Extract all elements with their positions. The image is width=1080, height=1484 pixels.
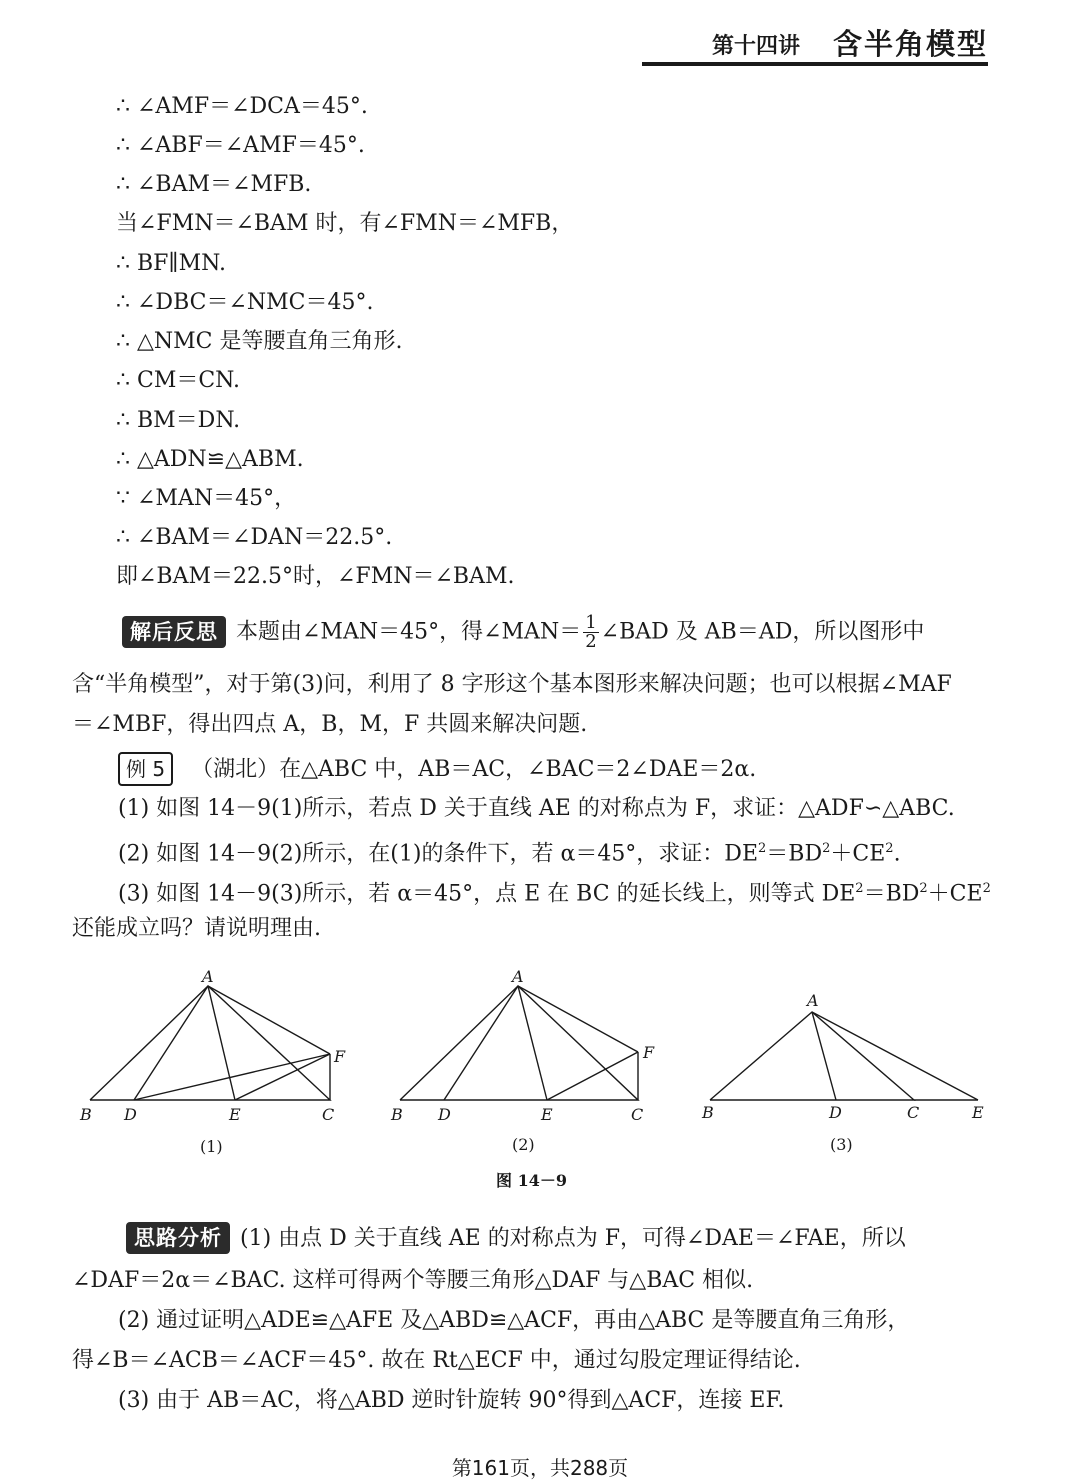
fig3-label-e: E xyxy=(972,1103,984,1122)
fig2-segment-ef xyxy=(547,1052,638,1100)
example-question-1: (1) 如图 14－9(1)所示，若点 D 关于直线 AE 的对称点为 F，求证：△ADF∽△ABC. xyxy=(118,796,955,821)
analysis-line-2: ∠DAF＝2α＝∠BAC. 这样可得两个等腰三角形△DAF 与△BAC 相似. xyxy=(72,1268,754,1293)
fig1-label-b: B xyxy=(80,1105,92,1124)
chapter-header xyxy=(642,14,988,66)
reflection-text: ∠BAD 及 AB＝AD，所以图形中 xyxy=(600,619,925,645)
superscript: 2 xyxy=(822,841,831,856)
analysis-label: 思路分析 xyxy=(126,1222,230,1254)
fig1-segment-ef xyxy=(235,1054,330,1100)
fig1-label-e: E xyxy=(229,1105,241,1124)
reflection-line-2: 含“半角模型”，对于第(3)问，利用了 8 字形这个基本图形来解决问题；也可以根据∠MAF xyxy=(72,672,952,697)
fig3-label-d: D xyxy=(829,1103,842,1122)
proof-line: ∴ ∠BAM＝∠MFB. xyxy=(116,172,312,197)
fraction-denominator: 2 xyxy=(585,631,597,652)
fig3-label-b: B xyxy=(702,1103,714,1122)
figure-14-9 xyxy=(0,968,1080,1198)
q2-text: (2) 如图 14－9(2)所示，在(1)的条件下，若 α＝45°，求证：DE xyxy=(118,841,759,867)
lecture-number: 第十四讲 xyxy=(711,34,800,59)
fig3-triangle-abc xyxy=(710,1012,914,1100)
fig2-segment-ae xyxy=(518,986,547,1100)
proof-line: ∴ ∠ABF＝∠AMF＝45°. xyxy=(116,133,365,158)
superscript: 2 xyxy=(855,881,864,896)
fig1-caption: (1) xyxy=(200,1137,223,1156)
example-question-2 xyxy=(118,834,901,869)
q3-text: ＋CE xyxy=(927,881,983,907)
fig3-caption: (3) xyxy=(830,1135,853,1154)
example-question-3 xyxy=(118,874,991,909)
fig2-label-f: F xyxy=(643,1043,655,1062)
chapter-title: 含半角模型 xyxy=(832,27,988,61)
reflection-text: 本题由∠MAN＝45°，得∠MAN＝ xyxy=(236,619,582,645)
reflection-label: 解后反思 xyxy=(122,616,226,648)
proof-line: ∴ ∠AMF＝∠DCA＝45°. xyxy=(116,94,368,119)
proof-line: ∴ BM＝DN. xyxy=(116,408,241,433)
fig2-triangle-abc xyxy=(400,986,638,1100)
fig2-label-d: D xyxy=(438,1105,451,1124)
fig1-segment-ae xyxy=(208,986,235,1100)
reflection-line-1 xyxy=(122,614,924,651)
proof-line: ∴ CM＝CN. xyxy=(116,368,241,393)
fraction-numerator: 1 xyxy=(585,612,597,633)
example-text: （湖北）在△ABC 中，AB＝AC，∠BAC＝2∠DAE＝2α. xyxy=(191,757,757,782)
proof-line: 当∠FMN＝∠BAM 时，有∠FMN＝∠MFB， xyxy=(116,211,574,236)
analysis-text: (1) 由点 D 关于直线 AE 的对称点为 F，可得∠DAE＝∠FAE，所以 xyxy=(240,1226,906,1251)
fig1-segment-df xyxy=(134,1054,330,1100)
fig2-label-e: E xyxy=(541,1105,553,1124)
example-label: 例 5 xyxy=(118,752,173,786)
q2-text: . xyxy=(893,841,901,867)
fig1-segment-ad xyxy=(134,986,208,1100)
proof-line: ∴ ∠DBC＝∠NMC＝45°. xyxy=(116,290,374,315)
fig1-label-a: A xyxy=(202,968,214,986)
fig1-label-d: D xyxy=(124,1105,137,1124)
fig2-label-b: B xyxy=(391,1105,403,1124)
fig1-triangle-abc xyxy=(90,986,330,1100)
proof-line: ∴ △NMC 是等腰直角三角形. xyxy=(116,329,403,354)
proof-line: 即∠BAM＝22.5°时，∠FMN＝∠BAM. xyxy=(116,564,515,589)
proof-line: ∵ ∠MAN＝45°， xyxy=(116,486,297,511)
fig2-segment-ad xyxy=(444,986,518,1100)
q2-text: ＝BD xyxy=(766,841,823,867)
page-footer: 第161页，共288页 xyxy=(451,1456,629,1480)
q2-text: ＋CE xyxy=(830,841,886,867)
reflection-line-3: ＝∠MBF，得出四点 A，B，M，F 共圆来解决问题. xyxy=(72,712,588,737)
fig3-label-a: A xyxy=(807,991,819,1010)
q3-text: (3) 如图 14－9(3)所示，若 α＝45°，点 E 在 BC 的延长线上，则等式 DE xyxy=(118,881,856,907)
superscript: 2 xyxy=(885,841,894,856)
fig2-caption: (2) xyxy=(512,1135,535,1154)
proof-line: ∴ ∠BAM＝∠DAN＝22.5°. xyxy=(116,525,393,550)
superscript: 2 xyxy=(758,841,767,856)
superscript: 2 xyxy=(919,881,928,896)
fig2-label-a: A xyxy=(512,968,524,986)
analysis-line-4: 得∠B＝∠ACB＝∠ACF＝45°. 故在 Rt△ECF 中，通过勾股定理证得结论. xyxy=(72,1348,801,1373)
analysis-line-5: (3) 由于 AB＝AC，将△ABD 逆时针旋转 90°得到△ACF，连接 EF. xyxy=(118,1388,785,1413)
fig2-label-c: C xyxy=(631,1105,644,1124)
superscript: 2 xyxy=(982,881,991,896)
analysis-line-1 xyxy=(126,1222,906,1254)
analysis-line-3: (2) 通过证明△ADE≌△AFE 及△ABD≌△ACF，再由△ABC 是等腰直角三角形， xyxy=(118,1308,910,1333)
fig3-segment-ad xyxy=(812,1012,836,1100)
fig1-label-f: F xyxy=(334,1047,346,1066)
fig3-label-c: C xyxy=(907,1103,920,1122)
fraction-one-half xyxy=(583,614,598,651)
example-question-3-cont: 还能成立吗？请说明理由. xyxy=(72,916,321,941)
example-statement xyxy=(118,752,756,786)
q3-text: ＝BD xyxy=(863,881,920,907)
proof-line: ∴ BF∥MN. xyxy=(116,251,226,276)
fig3-segment-ae xyxy=(812,1012,978,1100)
fig1-label-c: C xyxy=(322,1105,335,1124)
figure-caption: 图 14－9 xyxy=(496,1171,567,1190)
proof-line: ∴ △ADN≌△ABM. xyxy=(116,447,304,472)
